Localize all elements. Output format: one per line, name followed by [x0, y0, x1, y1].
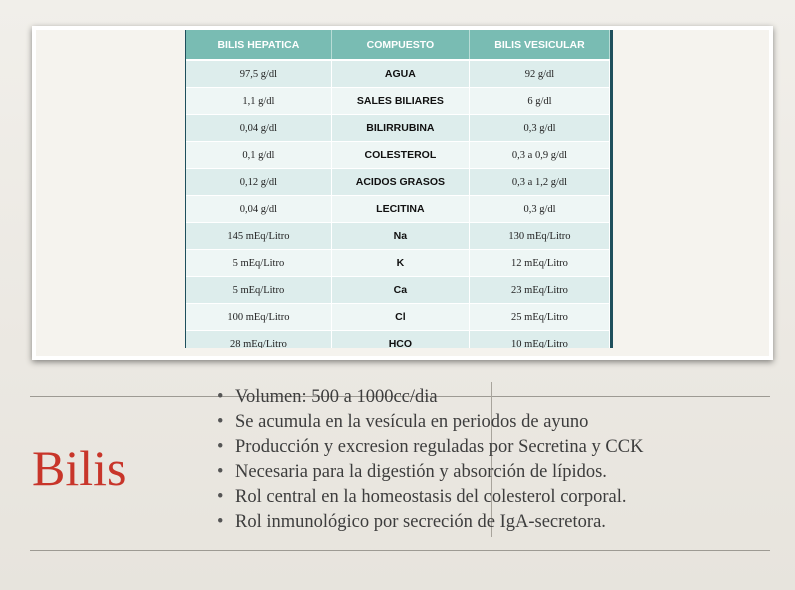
vesicular-value: 130 mEq/Litro — [469, 223, 609, 250]
bullet-text: Producción y excresion reguladas por Secretina y CCK — [235, 437, 644, 457]
hepatic-value: 0,1 g/dl — [186, 142, 331, 169]
header-bilis-vesicular: BILIS VESICULAR — [469, 30, 609, 60]
table-row — [186, 304, 610, 331]
table-row — [186, 88, 610, 115]
compound-name: K — [331, 250, 469, 277]
bile-composition-table — [185, 30, 613, 348]
compound-name: ACIDOS GRASOS — [331, 169, 469, 196]
list-item — [217, 460, 643, 485]
vesicular-value: 92 g/dl — [469, 60, 609, 88]
bullet-text: Volumen: 500 a 1000cc/dia — [235, 387, 438, 407]
compound-name: AGUA — [331, 60, 469, 88]
table-row — [186, 142, 610, 169]
compound-name: LECITINA — [331, 196, 469, 223]
compound-name: Ca — [331, 277, 469, 304]
bullet-icon: • — [217, 487, 224, 507]
compound-name: Na — [331, 223, 469, 250]
table-row — [186, 196, 610, 223]
table-row — [186, 250, 610, 277]
list-item — [217, 485, 643, 510]
list-item — [217, 410, 643, 435]
vesicular-value: 10 mEq/Litro — [469, 331, 609, 349]
vesicular-value: 23 mEq/Litro — [469, 277, 609, 304]
table-row — [186, 115, 610, 142]
compound-name: BILIRRUBINA — [331, 115, 469, 142]
vesicular-value: 12 mEq/Litro — [469, 250, 609, 277]
bullet-icon: • — [217, 387, 224, 407]
vesicular-value: 25 mEq/Litro — [469, 304, 609, 331]
slide-title: Bilis — [32, 440, 127, 496]
table-row — [186, 277, 610, 304]
list-item — [217, 435, 643, 460]
compound-name: Cl — [331, 304, 469, 331]
hepatic-value: 145 mEq/Litro — [186, 223, 331, 250]
hepatic-value: 28 mEq/Litro — [186, 331, 331, 349]
table-row — [186, 223, 610, 250]
hepatic-value: 97,5 g/dl — [186, 60, 331, 88]
compound-name: COLESTEROL — [331, 142, 469, 169]
compound-name: HCO — [331, 331, 469, 349]
bullet-text: Rol central en la homeostasis del colesterol corporal. — [235, 487, 627, 507]
hepatic-value: 5 mEq/Litro — [186, 250, 331, 277]
list-item — [217, 510, 643, 535]
bullet-icon: • — [217, 412, 224, 432]
table-header-row — [186, 30, 610, 60]
hepatic-value: 0,04 g/dl — [186, 196, 331, 223]
table-row — [186, 169, 610, 196]
vesicular-value: 0,3 a 0,9 g/dl — [469, 142, 609, 169]
list-item — [217, 385, 643, 410]
vesicular-value: 0,3 a 1,2 g/dl — [469, 169, 609, 196]
bullet-text: Rol inmunológico por secreción de IgA-secretora. — [235, 512, 606, 532]
vesicular-value: 0,3 g/dl — [469, 196, 609, 223]
hepatic-value: 0,12 g/dl — [186, 169, 331, 196]
hepatic-value: 100 mEq/Litro — [186, 304, 331, 331]
bullet-text: Se acumula en la vesícula en periodos de ayuno — [235, 412, 589, 432]
table-row — [186, 60, 610, 88]
compound-name: SALES BILIARES — [331, 88, 469, 115]
bullet-icon: • — [217, 462, 224, 482]
hepatic-value: 0,04 g/dl — [186, 115, 331, 142]
bullet-icon: • — [217, 512, 224, 532]
bullet-icon: • — [217, 437, 224, 457]
bullet-text: Necesaria para la digestión y absorción de lípidos. — [235, 462, 607, 482]
table-row — [186, 331, 610, 349]
bottom-divider — [30, 550, 770, 551]
vesicular-value: 0,3 g/dl — [469, 115, 609, 142]
vesicular-value: 6 g/dl — [469, 88, 609, 115]
header-bilis-hepatica: BILIS HEPATICA — [186, 30, 331, 60]
bullet-list — [217, 385, 643, 535]
header-compuesto: COMPUESTO — [331, 30, 469, 60]
hepatic-value: 5 mEq/Litro — [186, 277, 331, 304]
hepatic-value: 1,1 g/dl — [186, 88, 331, 115]
